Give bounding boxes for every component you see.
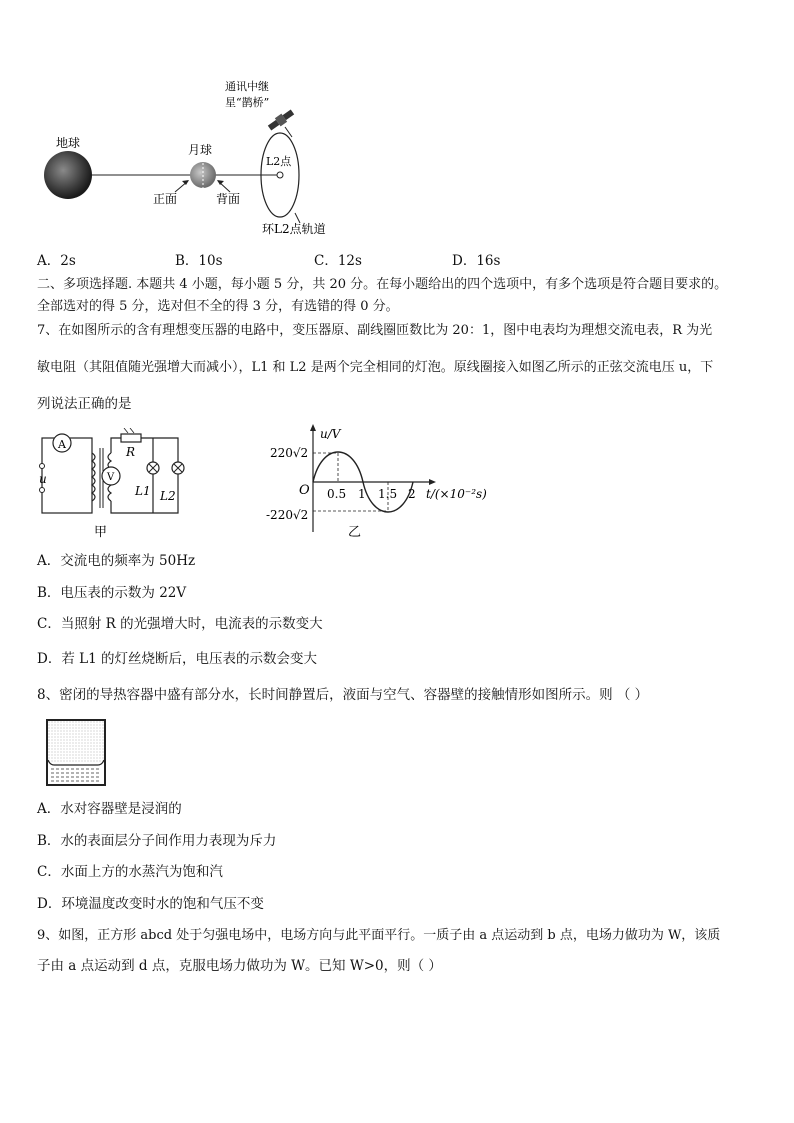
graph-tick-1-5: 1.5 xyxy=(378,487,398,501)
q6-option-a[interactable]: A．2s xyxy=(37,253,76,269)
section2-line1: 二、多项选择题. 本题共 4 小题，每小题 5 分，共 20 分。在每小题给出的四个选项中，有多个选项是符合题目要求的。 xyxy=(37,277,728,292)
primary-coil xyxy=(92,453,95,501)
section2-line2: 全部选对的得 5 分，选对但不全的得 3 分，有选错的得 0 分。 xyxy=(37,299,399,314)
q7-stem-line3: 列说法正确的是 xyxy=(37,396,132,412)
graph-x-label: t/(×10⁻²s) xyxy=(426,487,487,501)
vapor-region xyxy=(48,721,104,763)
orbit-label: 环L2点轨道 xyxy=(262,222,326,236)
satellite-label-line1: 通讯中继 xyxy=(225,80,269,93)
graph-y-label: u/V xyxy=(320,427,341,441)
q6-option-c[interactable]: C．12s xyxy=(314,253,362,269)
q6-option-d[interactable]: D．16s xyxy=(452,253,501,269)
graph-y-min: -220√2 xyxy=(266,508,309,522)
q8-option-d[interactable]: D．环境温度改变时水的饱和气压不变 xyxy=(37,896,264,912)
q8-option-b[interactable]: B．水的表面层分子间作用力表现为斥力 xyxy=(37,833,277,849)
graph-caption: 乙 xyxy=(348,525,362,540)
far-side-arrowhead xyxy=(217,180,224,185)
graph-tick-1: 1 xyxy=(358,487,366,501)
q9-stem-line1: 9、如图，正方形 abcd 处于匀强电场中，电场方向与此平面平行。一质子由 a 点运动到 b 点，电场力做功为 W，该质 xyxy=(37,928,721,943)
graph-tick-0-5: 0.5 xyxy=(327,487,347,501)
q7-stem-line2: 敏电阻（其阻值随光强增大而减小），L1 和 L2 是两个完全相同的灯泡。原线圈接入如图乙所示的正弦交流电压 u，下 xyxy=(37,360,714,375)
graph-tick-2: 2 xyxy=(408,487,416,501)
near-side-arrowhead xyxy=(182,180,189,185)
q7-circuit-diagram xyxy=(38,428,188,543)
near-side-label: 正面 xyxy=(153,192,178,206)
l2-point xyxy=(277,172,283,178)
lamp-l1-label: L1 xyxy=(135,484,151,498)
l2-label: L2点 xyxy=(266,155,292,168)
light-ray-1 xyxy=(124,428,128,433)
ammeter-label: A xyxy=(58,438,66,451)
q7-option-a[interactable]: A．交流电的频率为 50Hz xyxy=(37,553,196,569)
graph-y-arrow xyxy=(310,424,316,431)
q8-option-c[interactable]: C．水面上方的水蒸汽为饱和汽 xyxy=(37,864,223,880)
satellite-label-line2: 星“鹊桥” xyxy=(225,96,270,109)
q7-option-c[interactable]: C．当照射 R 的光强增大时，电流表的示数变大 xyxy=(37,616,323,632)
source-terminal-top xyxy=(40,464,45,469)
voltmeter-label: V xyxy=(107,472,115,483)
q7-option-b[interactable]: B．电压表的示数为 22V xyxy=(37,585,187,601)
q7-stem-line1: 7、在如图所示的含有理想变压器的电路中，变压器原、副线圈匝数比为 20：1，图中电表均为理想交流电表，R 为光 xyxy=(37,323,713,338)
lamp-l2-label: L2 xyxy=(160,489,176,503)
q9-stem-line2: 子由 a 点运动到 d 点，克服电场力做功为 W。已知 W>0，则（ ） xyxy=(37,958,442,974)
q7-voltage-graph xyxy=(262,422,502,544)
circuit-caption: 甲 xyxy=(94,525,108,540)
q8-stem: 8、密闭的导热容器中盛有部分水，长时间静置后，液面与空气、容器壁的接触情形如图所示。则 （ ） xyxy=(37,687,649,703)
earth-graphic xyxy=(44,151,92,199)
q6-option-b[interactable]: B．10s xyxy=(175,253,223,269)
resistor-label: R xyxy=(126,445,136,459)
q7-option-d[interactable]: D．若 L1 的灯丝烧断后，电压表的示数会变大 xyxy=(37,651,317,667)
graph-origin: O xyxy=(299,483,310,498)
light-ray-2 xyxy=(130,428,134,433)
graph-x-arrow xyxy=(429,479,436,485)
photoresistor xyxy=(121,434,141,442)
q8-container-figure xyxy=(45,718,107,788)
earth-label: 地球 xyxy=(56,136,81,150)
q8-option-a[interactable]: A．水对容器壁是浸润的 xyxy=(37,801,182,817)
moon-label: 月球 xyxy=(188,143,213,157)
satellite-icon xyxy=(267,108,296,132)
source-label: u xyxy=(39,472,47,486)
q6-orbit-figure xyxy=(40,75,400,245)
graph-y-max: 220√2 xyxy=(270,446,309,460)
source-terminal-bottom xyxy=(40,488,45,493)
far-side-label: 背面 xyxy=(216,192,241,206)
